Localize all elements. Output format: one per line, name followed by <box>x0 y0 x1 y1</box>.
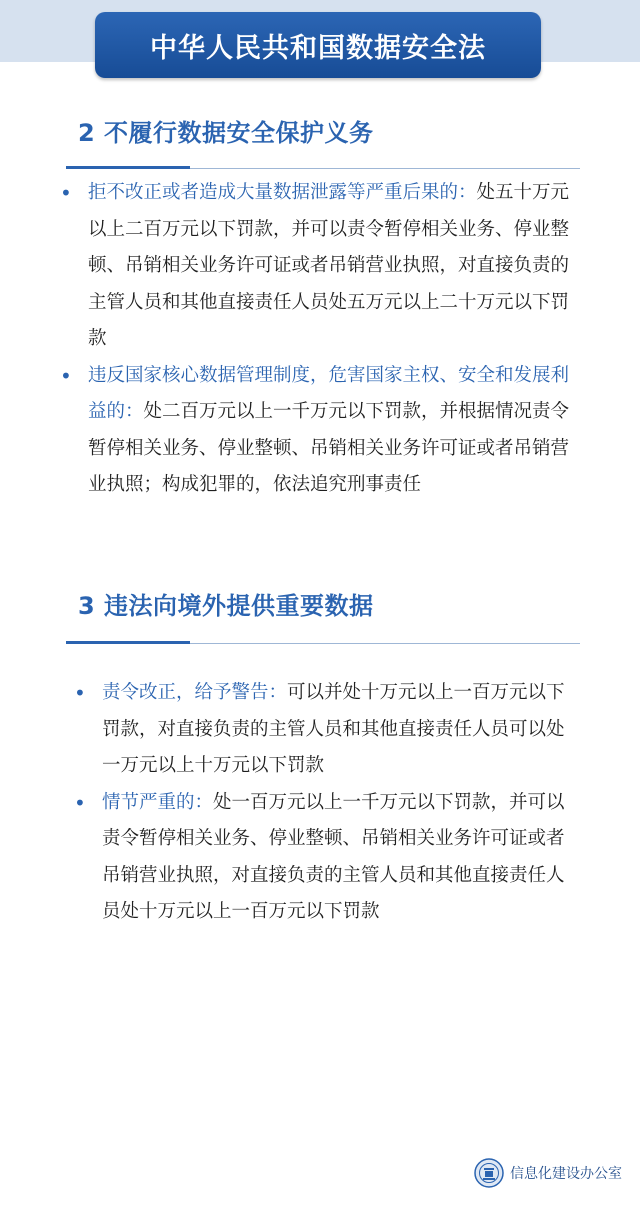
item-body: 处五十万元以上二百万元以下罚款，并可以责令暂停相关业务、停业整顿、吊销相关业务许可证或者吊销营业执照，对直接负责的主管人员和其他直接责任人员处五万元以上二十万元以下罚款 <box>88 182 570 349</box>
item-body: 处二百万元以上一千万元以下罚款，并根据情况责令暂停相关业务、停业整顿、吊销相关业务许可证或者吊销营业执照；构成犯罪的，依法追究刑事责任 <box>88 401 570 495</box>
bullet-dot: • <box>60 363 72 388</box>
section-heading: 2 不履行数据安全保护义务 <box>78 119 374 147</box>
bullet-dot: • <box>74 790 86 815</box>
item-lead: 情节严重的： <box>102 791 214 813</box>
bullet-dot: • <box>60 181 72 205</box>
section-divider-accent <box>66 641 190 644</box>
section-divider-accent <box>66 166 190 169</box>
bullet-dot: • <box>74 681 86 705</box>
section-heading: 3 违法向境外提供重要数据 <box>78 592 374 620</box>
page-title: 中华人民共和国数据安全法 <box>150 32 486 64</box>
list-item <box>58 358 580 504</box>
list-item <box>72 785 580 931</box>
item-lead: 拒不改正或者造成大量数据泄露等严重后果的： <box>88 182 477 203</box>
bullet-list <box>72 675 580 931</box>
item-body: 可以并处十万元以上一百万元以下罚款，对直接负责的主管人员和其他直接责任人员可以处一万元以上十万元以下罚款 <box>102 682 565 776</box>
item-body: 处一百万元以上一千万元以下罚款，并可以责令暂停相关业务、停业整顿、吊销相关业务许可证或者吊销营业执照，对直接负责的主管人员和其他直接责任人员处十万元以上一百万元以下罚款 <box>102 791 565 922</box>
bullet-list <box>58 175 580 504</box>
emblem-icon <box>474 1158 504 1188</box>
item-lead: 违反国家核心数据管理制度，危害国家主权、安全和发展利益的： <box>88 364 570 422</box>
footer-label: 信息化建设办公室 <box>510 1166 622 1182</box>
item-lead: 责令改正，给予警告： <box>102 682 288 703</box>
list-item <box>72 675 580 785</box>
footer <box>474 1158 622 1188</box>
list-item <box>58 175 580 358</box>
header-banner <box>95 12 541 78</box>
